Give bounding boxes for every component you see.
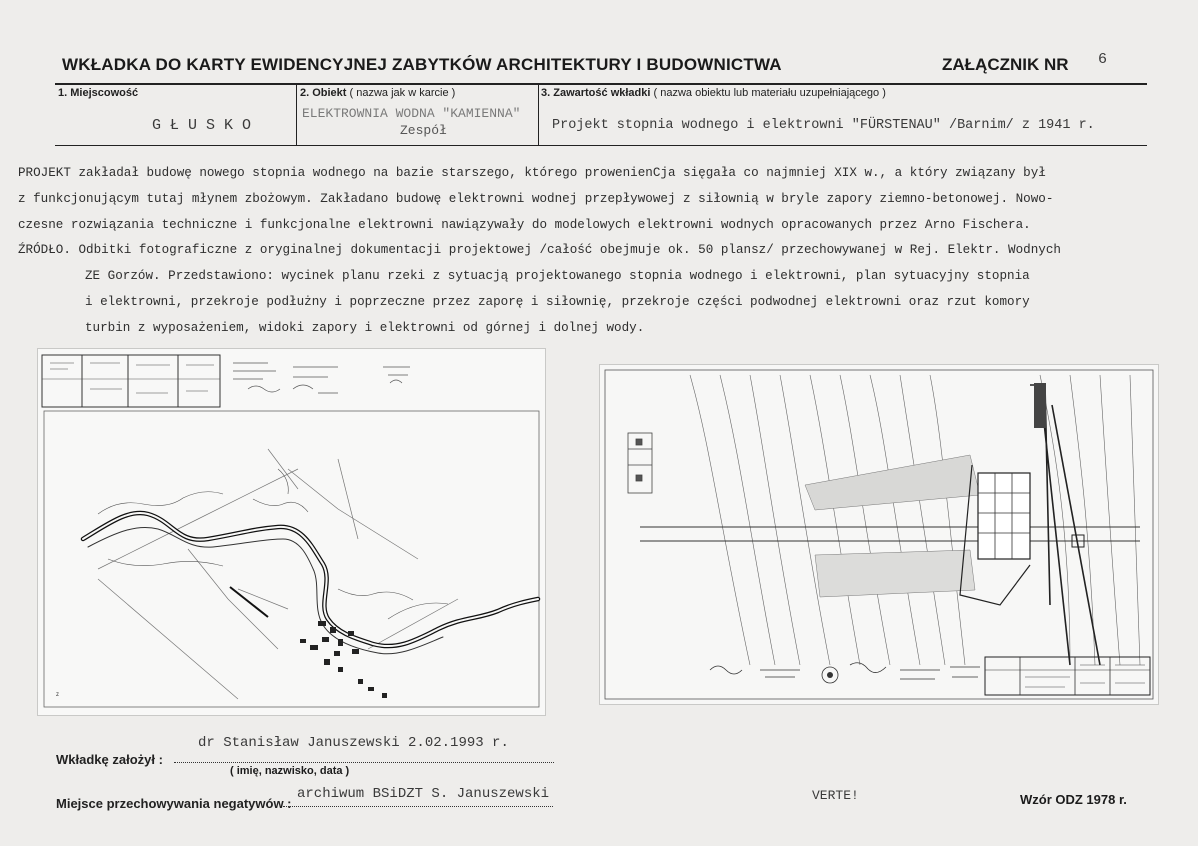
place-value: archiwum BSiDZT S. Januszewski [297,786,550,802]
object-label-note: ( nazwa jak w karcie ) [349,87,456,99]
form-version: Wzór ODZ 1978 r. [1020,792,1127,807]
fields-divider-1 [296,84,297,145]
description-line: z funkcjonującym tutaj młynem zbożowym. Zakładano budowę elektrowni wodnej przepływowej z siłownią w bryle zapory ziemno-betonowej. Nowo- [18,191,1054,206]
author-dotted-line [174,762,554,763]
card-title: WKŁADKA DO KARTY EWIDENCYJNEJ ZABYTKÓW ARCHITEKTURY I BUDOWNICTWA [62,55,782,74]
content-value: Projekt stopnia wodnego i elektrowni "FÜRSTENAU" /Barnim/ z 1941 r. [552,118,1095,133]
description-line: PROJEKT zakładał budowę nowego stopnia wodnego na bazie starszego, którego prowenienCja sięgała co najmniej XIX w., a który związany był [18,166,1046,180]
object-value-line2: Zespół [400,123,447,138]
river-plan-drawing [38,349,545,715]
description-line: czesne rozwiązania techniczne i funkcjonalne elektrowni nawiązywały do modelowych elektrowni wodnych opracowanych przez Arno Fischera. [18,217,1031,232]
location-value: GŁUSKO [152,117,261,134]
river-plan-photo [38,349,545,715]
place-label: Miejsce przechowywania negatywów : [56,796,292,811]
description-line: ŹRÓDŁO. Odbitki fotograficzne z oryginalnej dokumentacji projektowej /całość obejmuje ok. 50 plansz/ przechowywanej w Rej. Elektr. Wodnych [18,243,1061,258]
annex-label: ZAŁĄCZNIK NR [942,55,1069,74]
description-line: turbin z wyposażeniem, widoki zapory i elektrowni od górnej i dolnej wody. [85,320,645,335]
author-note: ( imię, nazwisko, data ) [230,765,350,777]
site-plan-photo [600,365,1158,704]
object-label: 2. Obiekt ( nazwa jak w karcie ) [300,87,456,99]
place-dotted-line [283,806,553,807]
annex-number: 6 [1098,51,1108,68]
content-label-note: ( nazwa obiektu lub materiału uzupełniającego ) [653,87,886,99]
author-label: Wkładkę założył : [56,752,163,767]
object-value-line1: ELEKTROWNIA WODNA "KAMIENNA" [302,106,521,121]
content-label: 3. Zawartość wkładki ( nazwa obiektu lub materiału uzupełniającego ) [541,87,886,99]
site-plan-drawing [600,365,1158,704]
description-line: i elektrowni, przekroje podłużny i poprzeczne przez zaporę i siłownię, przekroje części podwodnej elektrowni oraz rzut komory [85,294,1030,309]
author-value: dr Stanisław Januszewski 2.02.1993 r. [198,735,509,751]
verte-note: VERTE! [812,788,859,803]
svg-text:z: z [56,692,59,698]
description-text [18,161,1190,342]
fields-divider-2 [538,84,539,145]
header-rule [55,83,1147,85]
location-label: 1. Miejscowość [58,87,139,99]
fields-bottom-rule [55,145,1147,146]
description-line: ZE Gorzów. Przedstawiono: wycinek planu rzeki z sytuacją projektowanego stopnia wodnego i elektrowni, plan sytuacyjny stopnia [85,269,1030,284]
